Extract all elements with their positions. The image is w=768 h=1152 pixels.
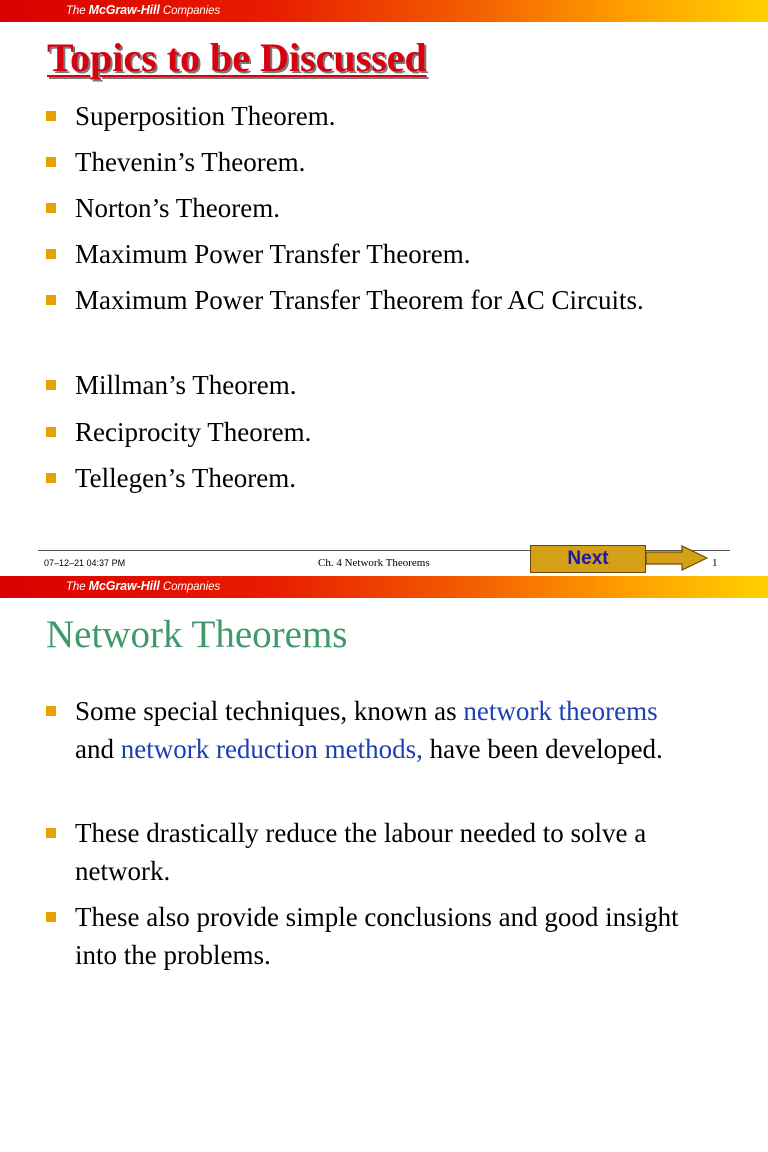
square-bullet-icon (46, 111, 56, 121)
footer-date: 07–12–21 04:37 PM (44, 558, 126, 568)
square-bullet-icon (46, 157, 56, 167)
slide-title: Topics to be Discussed (47, 35, 427, 80)
highlight-network-theorems: network theorems (463, 696, 658, 726)
square-bullet-icon (46, 912, 56, 922)
square-bullet-icon (46, 828, 56, 838)
publisher-logo-text: The McGraw-Hill Companies (66, 579, 221, 593)
square-bullet-icon (46, 249, 56, 259)
highlight-network-reduction-methods: network reduction methods, (120, 734, 423, 764)
square-bullet-icon (46, 706, 56, 716)
square-bullet-icon (46, 203, 56, 213)
footer-chapter: Ch. 4 Network Theorems (318, 557, 430, 569)
slide-2: The McGraw-Hill Companies Network Theorems Some special techniques, known as network theorems and network reduction methods, have been developed. These drastically reduce the labour needed to solve a network. These also provide simple conclusions and good insight into the problems. (0, 576, 768, 1152)
publisher-banner (0, 576, 768, 598)
right-arrow-icon[interactable] (646, 545, 708, 571)
square-bullet-icon (46, 295, 56, 305)
square-bullet-icon (46, 473, 56, 483)
next-button[interactable]: Next (530, 545, 646, 573)
slide-title: Network Theorems (46, 613, 348, 656)
square-bullet-icon (46, 427, 56, 437)
slide-1: The McGraw-Hill Companies Topics to be Discussed Superposition Theorem. Thevenin’s Theorem. Norton’s Theorem. Maximum Power Transfer Theorem. Maximum Power Transfer Theorem for AC Circuits. Millman’s Theorem. Reciprocity Theorem. Tellegen’s Theorem. 07–12–21 04:37 PM Ch. 4 Network Theorems 1 Next (0, 0, 768, 576)
square-bullet-icon (46, 380, 56, 390)
publisher-logo-text: The McGraw-Hill Companies (66, 3, 221, 17)
footer-page-number: 1 (712, 557, 718, 569)
publisher-banner (0, 0, 768, 22)
